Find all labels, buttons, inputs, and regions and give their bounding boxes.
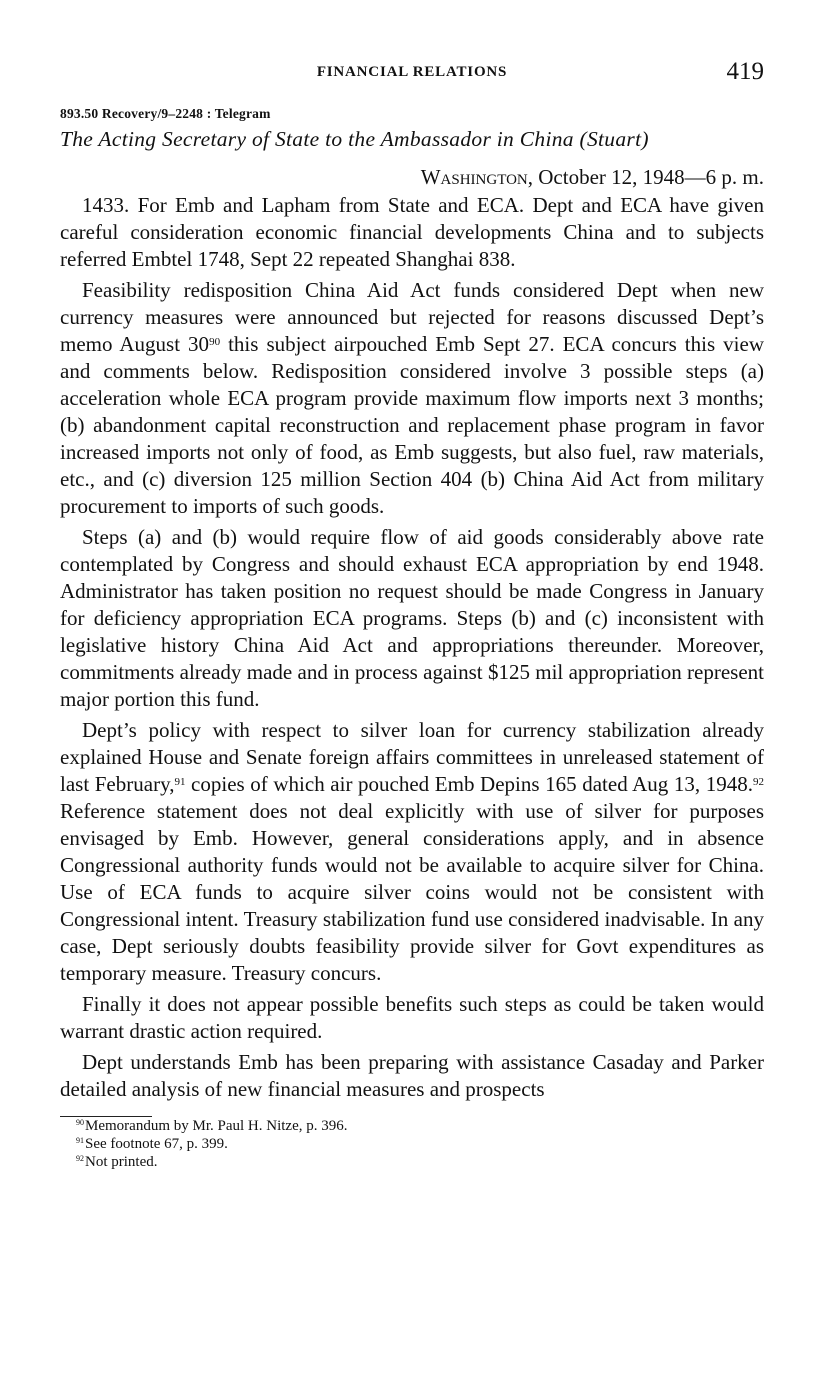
footnote-90	[76, 1117, 764, 1135]
footnote-text: Not printed.	[85, 1154, 158, 1170]
footnote-text: Memorandum by Mr. Paul H. Nitze, p. 396.	[85, 1118, 348, 1134]
paragraph-4-text-b: copies of which air pouched Emb Depins 165 dated Aug 13, 1948.	[185, 772, 753, 796]
paragraph-4-text-a: Dept’s policy with respect to silver loan for currency stabilization already explained House and Senate foreign affairs committees in unreleased statement of last February,	[60, 718, 764, 796]
page-header	[60, 58, 764, 92]
dateline-date: October 12, 1948—6 p. m.	[533, 165, 764, 189]
document-title: The Acting Secretary of State to the Ambassador in China (Stuart)	[60, 127, 649, 151]
paragraph-3: Steps (a) and (b) would require flow of aid goods considerably above rate contemplated by Congress and should exhaust ECA appropriation by end 1948. Administrator has taken position no request should be made Congress in January for deficiency appropriation ECA programs. Steps (b) and (c) inconsistent with legislative history China Aid Act and appropriations thereunder. Moreover, commitments already made and in process against $125 mil appropriation represent major portion this fund.	[60, 525, 764, 711]
footnote-mark: 92	[76, 1154, 84, 1163]
paragraph-5: Finally it does not appear possible benefits such steps as could be taken would warrant drastic action required.	[60, 992, 764, 1043]
paragraph-4	[60, 717, 764, 987]
footnote-ref-90: 90	[209, 336, 221, 348]
dateline-place: Washington,	[420, 165, 534, 189]
paragraph-6: Dept understands Emb has been preparing with assistance Casaday and Parker detailed analysis of new financial measures and prospects	[60, 1050, 764, 1101]
footnote-mark: 91	[76, 1136, 84, 1145]
footnote-ref-92: 92	[753, 776, 764, 788]
paragraph-2-text-b: this subject airpouched Emb Sept 27. ECA concurs this view and comments below. Redisposition considered involve 3 possible steps (a) acceleration whole ECA program provide maximum flow imports next 3 months; (b) abandonment capital reconstruction and replacement phase program in favor increased imports not only of food, as Emb suggests, but also fuel, raw materials, etc., and (c) diversion 125 million Section 404 (b) China Aid Act from military procurement to imports of such goods.	[60, 332, 764, 518]
footnote-92	[76, 1153, 764, 1171]
dateline	[60, 165, 764, 190]
paragraph-2	[60, 277, 764, 520]
document-page	[60, 58, 764, 1171]
paragraph-1: 1433. For Emb and Lapham from State and ECA. Dept and ECA have given careful consideration economic financial developments China and to subjects referred Embtel 1748, Sept 22 repeated Shanghai 838.	[60, 193, 764, 271]
running-title: FINANCIAL RELATIONS	[316, 64, 508, 80]
page-number: 419	[726, 58, 764, 85]
footnote-91	[76, 1135, 764, 1153]
document-reference: 893.50 Recovery/9–2248 : Telegram	[60, 106, 271, 121]
footnote-ref-91: 91	[174, 776, 186, 788]
footnote-mark: 90	[76, 1118, 84, 1127]
paragraph-4-text-c: Reference statement does not deal explicitly with use of silver for purposes envisaged by Emb. However, general considerations apply, and in absence Congressional authority funds would not be available to acquire silver for China. Use of ECA funds to acquire silver coins would not be consistent with Congressional intent. Treasury stabilization fund use considered inadvisable. In any case, Dept seriously doubts feasibility provide silver for Govt expenditures as temporary measure. Treasury concurs.	[60, 799, 764, 985]
footnote-text: See footnote 67, p. 399.	[85, 1136, 228, 1152]
paragraph-2-text-a: Feasibility redisposition China Aid Act funds considered Dept when new currency measures were announced but rejected for reasons discussed Dept’s memo August 30	[60, 278, 764, 356]
